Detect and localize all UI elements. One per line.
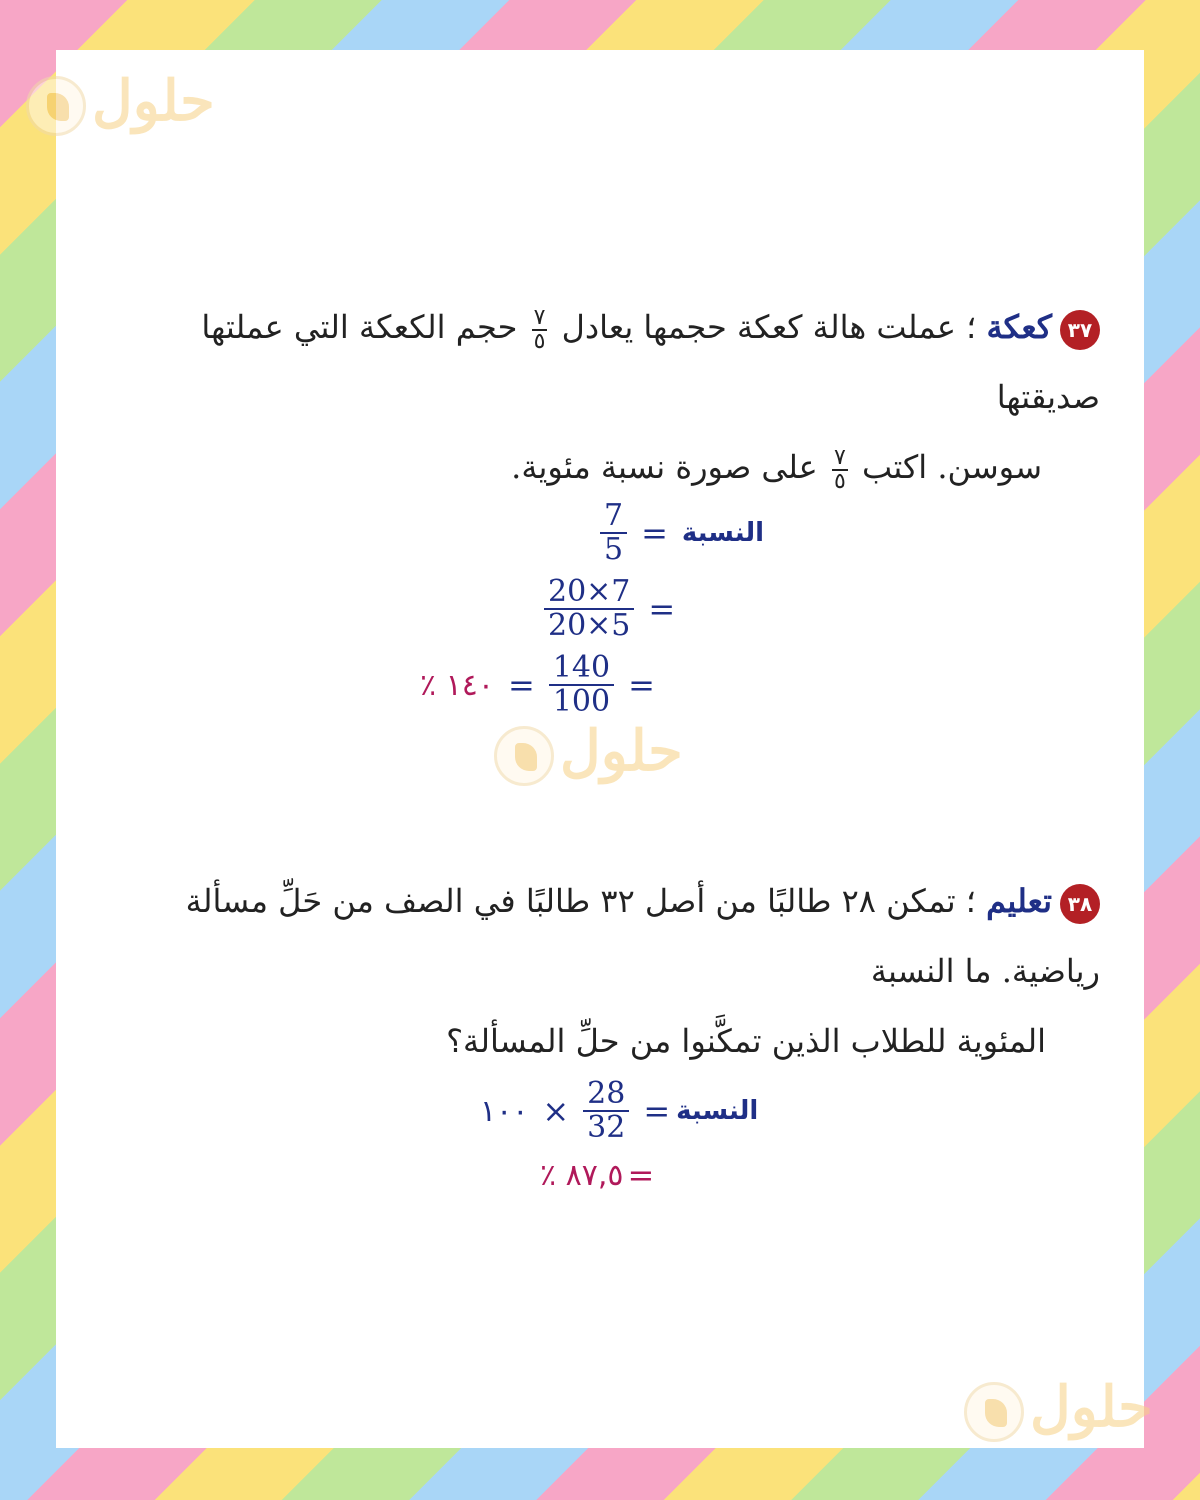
fraction-numerator: 140 — [549, 652, 614, 686]
problem-text: عملت هالة كعكة حجمها يعادل — [561, 308, 956, 346]
separator: ؛ — [965, 882, 976, 920]
problem-38-line-2 — [120, 1006, 1100, 1076]
problem-38-line-1 — [120, 866, 1100, 1006]
logo-coin-icon — [494, 726, 554, 786]
problem-37-statement — [120, 292, 1100, 502]
logo-coin-icon — [964, 1382, 1024, 1442]
fraction-denominator: 20×5 — [548, 608, 631, 643]
problem-37-line-2 — [120, 432, 1100, 502]
fraction-numerator: 20×7 — [544, 576, 634, 610]
logo-text: حلول — [92, 68, 215, 134]
equals-sign: = — [627, 1156, 655, 1194]
fraction-numerator: ٧ — [533, 304, 546, 330]
fraction-numerator: ٧ — [833, 444, 846, 470]
logo-text: حلول — [1030, 1374, 1153, 1440]
fraction-denominator: 5 — [604, 532, 624, 567]
answer-percent: ٨٧,٥ ٪ — [540, 1157, 624, 1193]
problem-number-badge: ٣٨ — [1060, 884, 1100, 924]
inline-fraction — [532, 304, 548, 354]
problem-text: تمكن ٢٨ طالبًا من أصل ٣٢ طالبًا في الصف من حَلِّ مسألة رياضية. ما النسبة — [185, 882, 1100, 990]
problem-topic: تعليم — [986, 882, 1052, 920]
problem-text: المئوية للطلاب الذين تمكَّنوا من حلِّ المسألة؟ — [446, 1022, 1046, 1060]
ratio-label: النسبة — [676, 1096, 759, 1126]
equals-sign: = — [508, 666, 535, 704]
problem-text: سوسن. اكتب — [861, 448, 1042, 486]
problem-38-statement — [120, 866, 1100, 1076]
hundred-value: ١٠٠ — [480, 1093, 529, 1129]
logo-text: حلول — [560, 718, 683, 784]
equals-sign: = — [641, 514, 668, 552]
equals-sign: = — [648, 590, 676, 628]
inline-fraction — [832, 444, 848, 494]
logo-coin-icon — [26, 76, 86, 136]
ratio-label: النسبة — [681, 518, 765, 548]
problem-number-badge: ٣٧ — [1060, 310, 1100, 350]
fraction-denominator: ٥ — [833, 468, 846, 494]
equals-sign: = — [628, 666, 655, 704]
fraction-denominator: ٥ — [533, 328, 546, 354]
problem-37-line-1 — [120, 292, 1100, 432]
problem-text: حجم الكعكة التي عملتها صديقتها — [201, 308, 1100, 416]
answer-percent: ١٤٠ ٪ — [420, 667, 494, 703]
times-sign: × — [542, 1092, 570, 1130]
fraction-numerator: 7 — [600, 500, 627, 534]
equals-sign: = — [643, 1092, 671, 1130]
problem-topic: كعكة — [986, 308, 1052, 346]
fraction-numerator: 28 — [583, 1078, 629, 1112]
problem-text: على صورة نسبة مئوية. — [511, 448, 818, 486]
separator: ؛ — [966, 308, 977, 346]
fraction-denominator: 100 — [552, 684, 611, 719]
fraction-denominator: 32 — [587, 1110, 626, 1145]
